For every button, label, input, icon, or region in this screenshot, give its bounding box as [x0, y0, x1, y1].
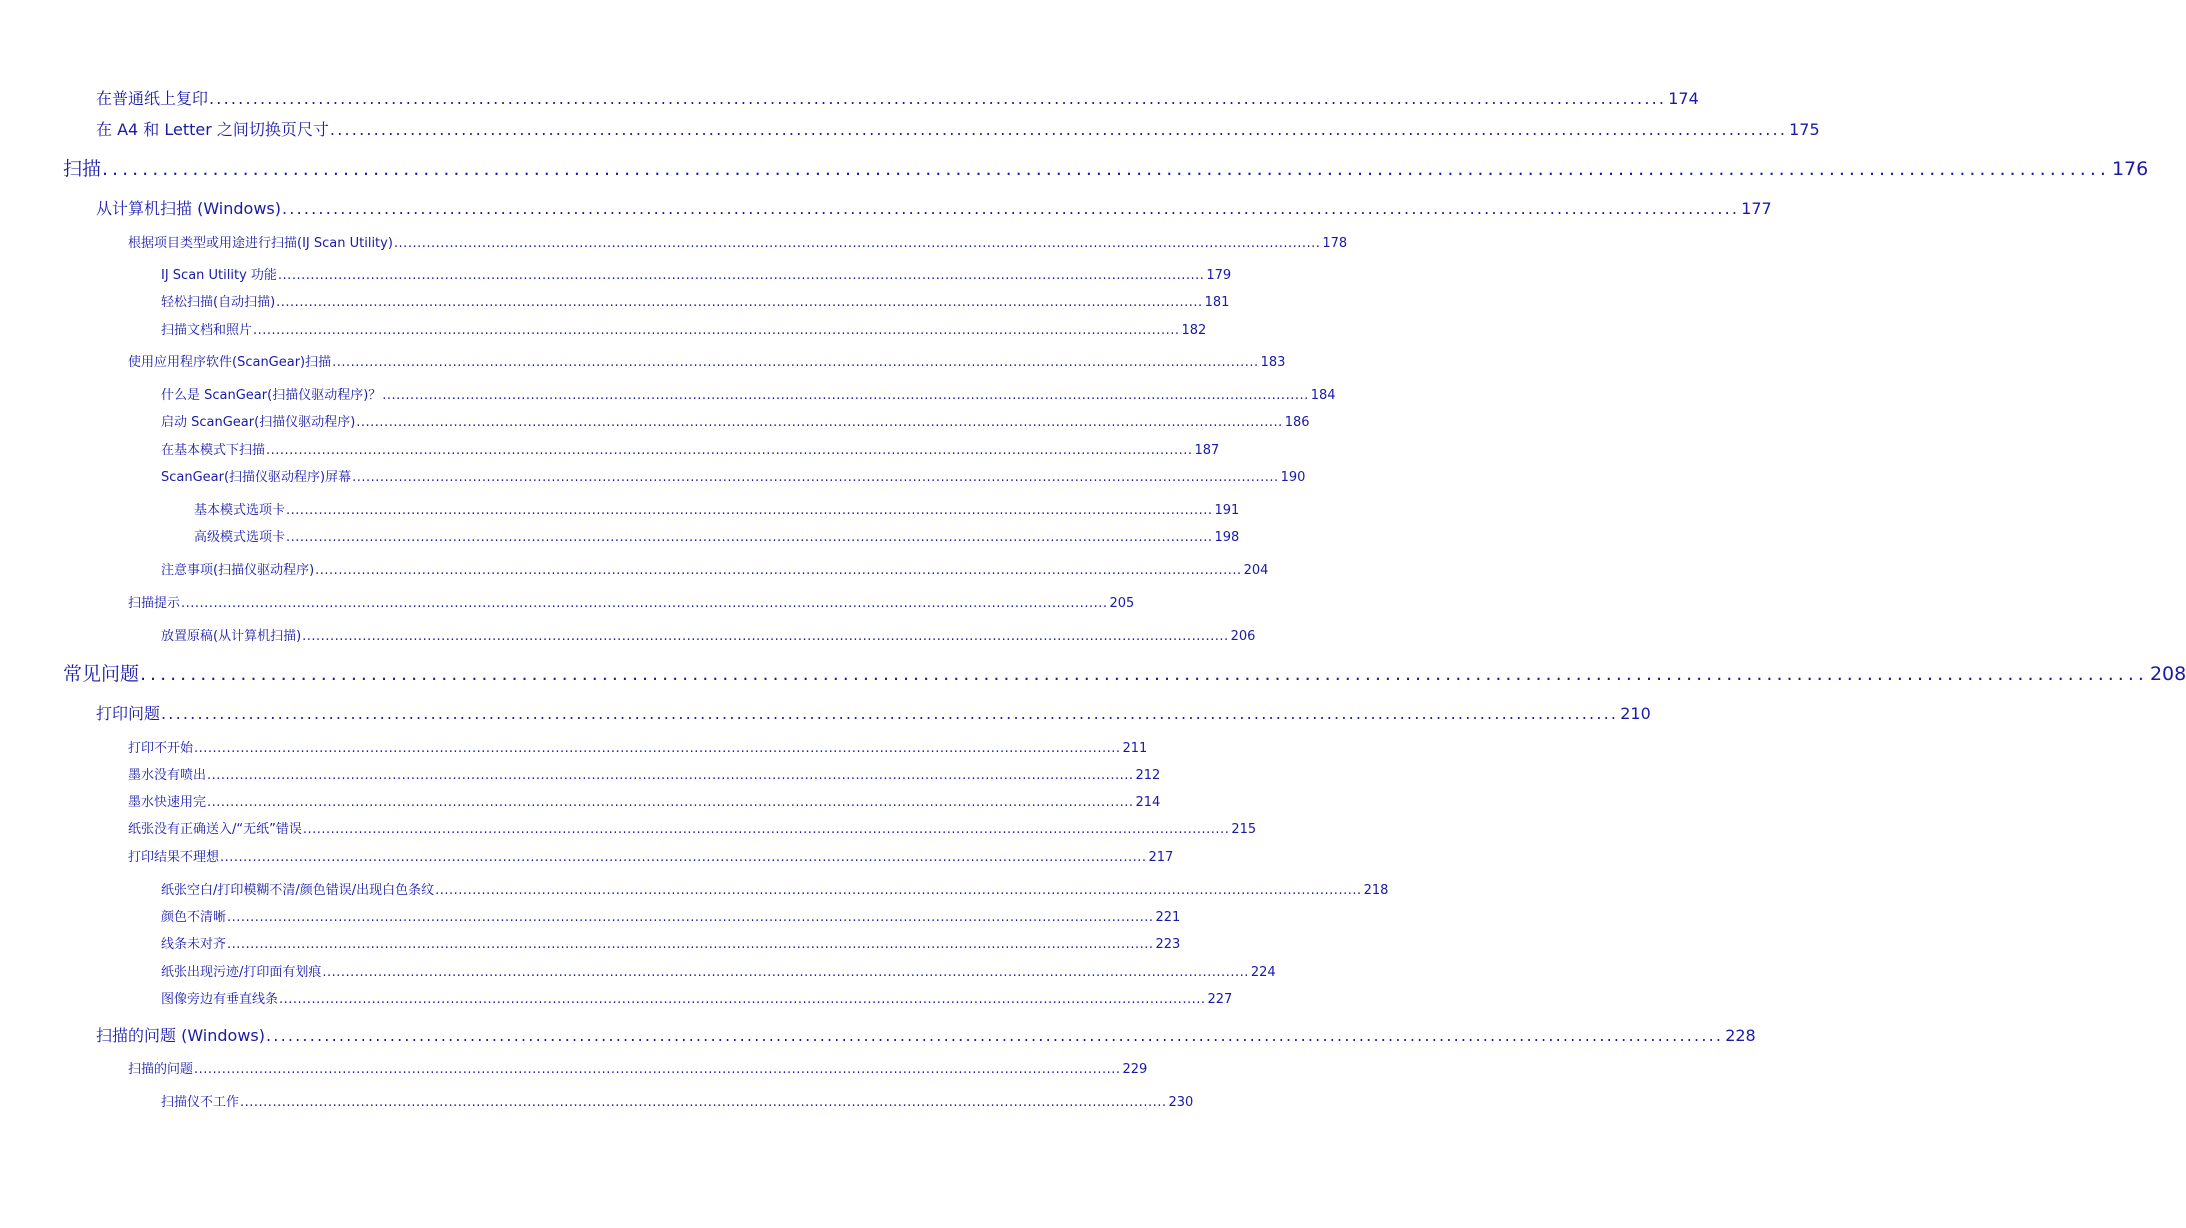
toc-entry-title: 扫描文档和照片 [161, 323, 253, 338]
dot-leader: ........................................................................................................................................................................................................ [227, 937, 1154, 952]
dot-leader: ........................................................................................................................................................................................................ [279, 992, 1206, 1007]
dot-leader: ........................................................................................................................................................................................................ [207, 795, 1134, 810]
dot-leader: ........................................................................................................................................................................................................ [286, 530, 1213, 545]
toc-entry-page-number: 224 [1250, 965, 1276, 980]
toc-entry-title: 打印结果不理想 [128, 850, 220, 865]
toc-entry-page-number: 204 [1243, 563, 1269, 578]
toc-entry-title: 扫描仪不工作 [161, 1095, 240, 1110]
toc-entry-title: 注意事项(扫描仪驱动程序) [161, 563, 315, 578]
toc-entry-page-number: 205 [1109, 596, 1135, 611]
toc-entry[interactable] [161, 264, 1232, 283]
dot-leader: ........................................................................................................................................................................................................ [102, 158, 2110, 180]
dot-leader: ........................................................................................................................................................................................................ [356, 415, 1283, 430]
toc-entry-title: 使用应用程序软件(ScanGear)扫描 [128, 355, 332, 370]
dot-leader: ........................................................................................................................................................................................................ [140, 663, 2148, 685]
dot-leader: ........................................................................................................................................................................................................ [393, 236, 1321, 251]
dot-leader: ........................................................................................................................................................................................................ [209, 89, 1667, 108]
toc-entry[interactable] [128, 1058, 1148, 1077]
toc-entry-title: 扫描的问题 (Windows) [96, 1026, 265, 1045]
dot-leader: ........................................................................................................................................................................................................ [352, 470, 1279, 485]
toc-entry-title: 在普通纸上复印 [96, 89, 209, 108]
dot-leader: ........................................................................................................................................................................................................ [332, 355, 1259, 370]
toc-entry[interactable] [128, 846, 1174, 865]
dot-leader: ........................................................................................................................................................................................................ [227, 910, 1154, 925]
toc-entry-title: 什么是 ScanGear(扫描仪驱动程序)？ [161, 388, 382, 403]
toc-entry[interactable] [128, 791, 1161, 810]
dot-leader: ........................................................................................................................................................................................................ [194, 741, 1121, 756]
dot-leader: ........................................................................................................................................................................................................ [240, 1095, 1167, 1110]
toc-entry-page-number: 212 [1135, 768, 1161, 783]
dot-leader: ........................................................................................................................................................................................................ [286, 503, 1213, 518]
dot-leader: ........................................................................................................................................................................................................ [277, 268, 1205, 283]
toc-entry[interactable] [194, 499, 1240, 518]
dot-leader: ........................................................................................................................................................................................................ [282, 199, 1740, 218]
toc-entry-page-number: 178 [1322, 236, 1348, 251]
toc-entry-page-number: 217 [1148, 850, 1174, 865]
toc-entry[interactable] [161, 879, 1389, 898]
toc-entry[interactable] [161, 384, 1336, 403]
toc-entry-title: 在 A4 和 Letter 之间切换页尺寸 [96, 120, 329, 139]
toc-entry[interactable] [63, 154, 2149, 181]
toc-entry[interactable] [96, 1023, 1756, 1046]
toc-entry-page-number: 179 [1206, 268, 1232, 283]
toc-entry[interactable] [128, 351, 1286, 370]
toc-entry-page-number: 198 [1214, 530, 1240, 545]
dot-leader: ........................................................................................................................................................................................................ [207, 768, 1134, 783]
toc-entry-page-number: 190 [1280, 470, 1306, 485]
toc-entry[interactable] [128, 232, 1348, 251]
toc-entry-page-number: 182 [1181, 323, 1207, 338]
toc-entry[interactable] [128, 764, 1161, 783]
toc-entry-page-number: 186 [1284, 415, 1310, 430]
toc-entry-title: 启动 ScanGear(扫描仪驱动程序) [161, 415, 356, 430]
toc-entry[interactable] [128, 818, 1257, 837]
toc-entry-page-number: 230 [1168, 1095, 1194, 1110]
dot-leader: ........................................................................................................................................................................................................ [220, 850, 1147, 865]
toc-entry-title: 扫描提示 [128, 596, 181, 611]
toc-entry-title: 墨水快速用完 [128, 795, 207, 810]
toc-entry-title: 打印不开始 [128, 741, 194, 756]
dot-leader: ........................................................................................................................................................................................................ [194, 1062, 1121, 1077]
toc-entry-title: 纸张空白/打印模糊不清/颜色错误/出现白色条纹 [161, 883, 435, 898]
toc-entry-page-number: 174 [1668, 89, 1699, 108]
dot-leader: ........................................................................................................................................................................................................ [161, 704, 1619, 723]
toc-entry[interactable] [161, 291, 1230, 310]
toc-entry[interactable] [194, 526, 1240, 545]
dot-leader: ........................................................................................................................................................................................................ [253, 323, 1180, 338]
toc-entry[interactable] [96, 196, 1772, 219]
toc-entry-page-number: 228 [1725, 1026, 1756, 1045]
toc-entry[interactable] [161, 466, 1306, 485]
toc-entry-page-number: 176 [2111, 158, 2149, 180]
toc-entry-title: 轻松扫描(自动扫描) [161, 295, 276, 310]
toc-entry-page-number: 223 [1155, 937, 1181, 952]
toc-entry-page-number: 175 [1789, 120, 1820, 139]
toc-entry[interactable] [161, 559, 1269, 578]
toc-entry[interactable] [161, 439, 1220, 458]
toc-entry-page-number: 215 [1231, 822, 1257, 837]
toc-entry[interactable] [161, 961, 1276, 980]
toc-entry[interactable] [96, 117, 1820, 140]
toc-entry-page-number: 206 [1230, 629, 1256, 644]
toc-entry-title: 高级模式选项卡 [194, 530, 286, 545]
toc-entry-page-number: 211 [1122, 741, 1148, 756]
toc-entry[interactable] [161, 625, 1256, 644]
toc-entry-title: 扫描的问题 [128, 1062, 194, 1077]
toc-entry-page-number: 187 [1194, 443, 1220, 458]
toc-entry-title: 放置原稿(从计算机扫描) [161, 629, 302, 644]
toc-entry-page-number: 214 [1135, 795, 1161, 810]
toc-entry-page-number: 218 [1363, 883, 1389, 898]
toc-entry-title: 扫描 [63, 158, 102, 180]
toc-entry-title: 从计算机扫描 (Windows) [96, 199, 281, 218]
dot-leader: ........................................................................................................................................................................................................ [266, 443, 1193, 458]
toc-entry-title: 根据项目类型或用途进行扫描(IJ Scan Utility) [128, 236, 393, 251]
dot-leader: ........................................................................................................................................................................................................ [276, 295, 1203, 310]
toc-entry-title: ScanGear(扫描仪驱动程序)屏幕 [161, 470, 352, 485]
dot-leader: ........................................................................................................................................................................................................ [181, 596, 1108, 611]
toc-entry[interactable] [63, 659, 2186, 686]
toc-entry-title: 颜色不清晰 [161, 910, 227, 925]
toc-entry-title: 图像旁边有垂直线条 [161, 992, 279, 1007]
toc-entry[interactable] [96, 86, 1699, 109]
dot-leader: ........................................................................................................................................................................................................ [302, 822, 1230, 837]
toc-entry-title: 常见问题 [63, 663, 140, 685]
toc-entry-page-number: 183 [1260, 355, 1286, 370]
toc-entry-title: 在基本模式下扫描 [161, 443, 266, 458]
toc-entry-title: 墨水没有喷出 [128, 768, 207, 783]
toc-entry-title: IJ Scan Utility 功能 [161, 268, 277, 283]
toc-entry-page-number: 208 [2149, 663, 2186, 685]
toc-entry[interactable] [161, 988, 1233, 1007]
dot-leader: ........................................................................................................................................................................................................ [322, 965, 1249, 980]
toc-entry[interactable] [161, 906, 1181, 925]
toc-entry[interactable] [161, 933, 1181, 952]
dot-leader: ........................................................................................................................................................................................................ [329, 120, 1788, 139]
toc-entry[interactable] [96, 701, 1651, 724]
toc-entry-title: 纸张没有正确送入/“无纸”错误 [128, 822, 302, 837]
toc-entry-page-number: 184 [1310, 388, 1336, 403]
dot-leader: ........................................................................................................................................................................................................ [315, 563, 1242, 578]
toc-entry[interactable] [161, 319, 1207, 338]
toc-entry[interactable] [161, 411, 1310, 430]
toc-entry-page-number: 177 [1741, 199, 1772, 218]
toc-entry-page-number: 210 [1620, 704, 1651, 723]
toc-entry[interactable] [128, 737, 1148, 756]
toc-entry-page-number: 229 [1122, 1062, 1148, 1077]
dot-leader: ........................................................................................................................................................................................................ [435, 883, 1362, 898]
dot-leader: ........................................................................................................................................................................................................ [266, 1026, 1724, 1045]
toc-entry-title: 基本模式选项卡 [194, 503, 286, 518]
dot-leader: ........................................................................................................................................................................................................ [302, 629, 1229, 644]
toc-entry-page-number: 227 [1207, 992, 1233, 1007]
toc-entry-title: 打印问题 [96, 704, 161, 723]
dot-leader: ........................................................................................................................................................................................................ [382, 388, 1309, 403]
toc-entry-page-number: 191 [1214, 503, 1240, 518]
toc-entry-page-number: 181 [1204, 295, 1230, 310]
toc-entry-title: 纸张出现污迹/打印面有划痕 [161, 965, 322, 980]
toc-entry[interactable] [161, 1091, 1194, 1110]
toc-entry-page-number: 221 [1155, 910, 1181, 925]
toc-entry-title: 线条未对齐 [161, 937, 227, 952]
toc-entry[interactable] [128, 592, 1135, 611]
